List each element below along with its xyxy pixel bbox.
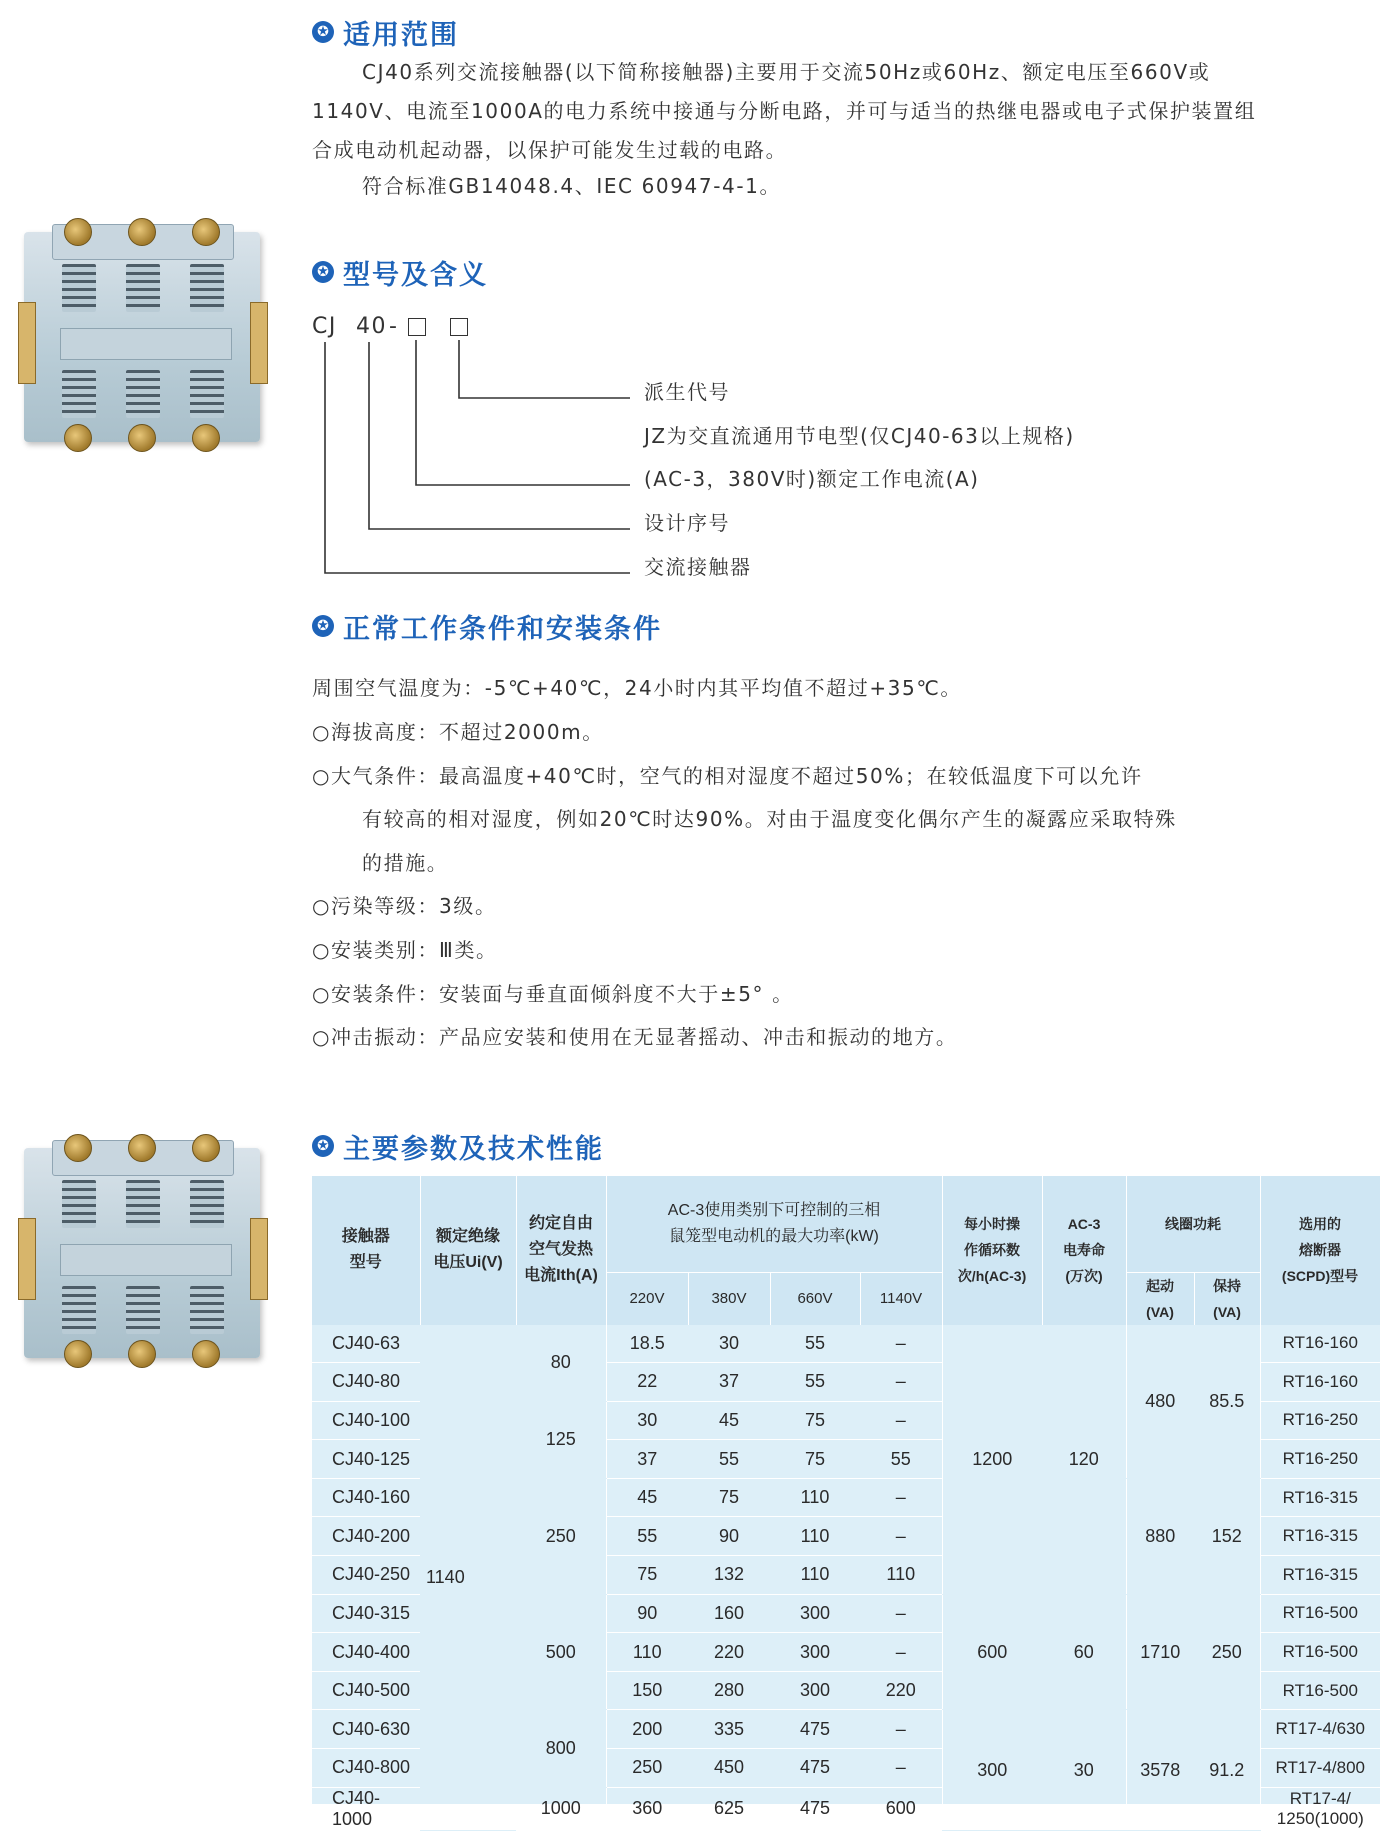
section-heading-conditions	[312, 608, 662, 644]
cell-fuse: RT16-315	[1260, 1517, 1380, 1556]
cell-model: CJ40-125	[312, 1440, 420, 1479]
cell-ith: 500	[516, 1594, 606, 1710]
star-bullet-icon: ✪	[312, 21, 334, 43]
model-label-derivative: 派生代号	[644, 380, 730, 404]
cond-atmosphere-3: 的措施。	[362, 851, 449, 875]
cell-p1140: –	[860, 1517, 942, 1556]
cell-p1140: –	[860, 1363, 942, 1402]
cell-fuse: RT17-4/ 1250(1000)	[1260, 1787, 1380, 1830]
cell-p220: 30	[606, 1401, 688, 1440]
cell-p220: 75	[606, 1556, 688, 1595]
cell-model: CJ40-200	[312, 1517, 420, 1556]
cell-p220: 150	[606, 1671, 688, 1710]
table-header	[312, 1176, 1380, 1325]
cell-p660: 300	[770, 1671, 860, 1710]
cond-pollution: ○污染等级：3级。	[312, 894, 497, 918]
cell-coil-start: 880	[1126, 1478, 1194, 1594]
scope-line-2: 1140V、电流至1000A的电力系统中接通与分断电路，并可与适当的热继电器或电子式保护装置组	[312, 99, 1257, 123]
cond-atmosphere-2: 有较高的相对湿度，例如20℃时达90%。对由于温度变化偶尔产生的凝露应采取特殊	[362, 807, 1177, 831]
cell-p660: 475	[770, 1787, 860, 1830]
cell-model: CJ40-315	[312, 1594, 420, 1633]
model-code-dash: -	[389, 314, 399, 339]
header-model: 接触器 型号	[312, 1176, 420, 1325]
cond-atmosphere-1: ○大气条件：最高温度+40℃时，空气的相对湿度不超过50%；在较低温度下可以允许	[312, 764, 1143, 788]
cell-p660: 55	[770, 1363, 860, 1402]
cell-coil-hold: 91.2	[1194, 1710, 1260, 1830]
cell-model: CJ40-400	[312, 1633, 420, 1672]
cell-p380: 45	[688, 1401, 770, 1440]
cell-p380: 37	[688, 1363, 770, 1402]
cell-model: CJ40-250	[312, 1556, 420, 1595]
cond-install-category: ○安装类别：Ⅲ类。	[312, 938, 498, 962]
header-220v: 220V	[606, 1272, 688, 1325]
cell-p1140: 600	[860, 1787, 942, 1830]
cell-ith: 250	[516, 1478, 606, 1594]
cell-p220: 110	[606, 1633, 688, 1672]
cell-p1140: –	[860, 1633, 942, 1672]
cell-p660: 110	[770, 1517, 860, 1556]
cell-p1140: –	[860, 1401, 942, 1440]
cond-altitude: ○海拔高度：不超过2000m。	[312, 720, 604, 744]
model-label-design-no: 设计序号	[644, 511, 730, 535]
cell-model: CJ40-100	[312, 1401, 420, 1440]
cell-p220: 22	[606, 1363, 688, 1402]
cell-p220: 37	[606, 1440, 688, 1479]
cell-fuse: RT16-315	[1260, 1556, 1380, 1595]
cell-p1140: 55	[860, 1440, 942, 1479]
cell-fuse: RT17-4/630	[1260, 1710, 1380, 1749]
cell-p660: 475	[770, 1710, 860, 1749]
cell-life: 60	[1042, 1594, 1126, 1710]
header-1140v: 1140V	[860, 1272, 942, 1325]
cell-p1140: –	[860, 1478, 942, 1517]
cell-p1140: –	[860, 1710, 942, 1749]
header-ith: 约定自由 空气发热 电流Ith(A)	[516, 1176, 606, 1325]
cell-p380: 132	[688, 1556, 770, 1595]
cell-fuse: RT16-160	[1260, 1363, 1380, 1402]
cell-model: CJ40-80	[312, 1363, 420, 1402]
cell-p380: 335	[688, 1710, 770, 1749]
star-bullet-icon: ✪	[312, 615, 334, 637]
header-coil-start: 起动 (VA)	[1126, 1272, 1194, 1325]
cell-ops: 1200	[942, 1325, 1042, 1595]
cell-ith: 80	[516, 1325, 606, 1402]
header-life: AC-3 电寿命 (万次)	[1042, 1176, 1126, 1325]
star-bullet-icon: ✪	[312, 261, 334, 283]
cell-p220: 250	[606, 1749, 688, 1788]
cell-model: CJ40-800	[312, 1749, 420, 1788]
cell-p1140: 110	[860, 1556, 942, 1595]
scope-standard-line: 符合标准GB14048.4、IEC 60947-4-1。	[362, 174, 782, 198]
model-code-prefix: CJ	[312, 314, 337, 339]
cell-p380: 280	[688, 1671, 770, 1710]
cell-fuse: RT17-4/800	[1260, 1749, 1380, 1788]
header-coil-hold: 保持 (VA)	[1194, 1272, 1260, 1325]
star-bullet-icon: ✪	[312, 1135, 334, 1157]
cell-p380: 30	[688, 1325, 770, 1363]
cell-ith: 800	[516, 1710, 606, 1787]
spec-table-container	[312, 1176, 1380, 1829]
cell-fuse: RT16-500	[1260, 1594, 1380, 1633]
cell-fuse: RT16-315	[1260, 1478, 1380, 1517]
model-label-ac-contactor: 交流接触器	[644, 555, 752, 579]
cell-fuse: RT16-500	[1260, 1633, 1380, 1672]
section-title: 型号及含义	[343, 259, 488, 291]
cell-p1140: –	[860, 1594, 942, 1633]
cond-install-condition: ○安装条件：安装面与垂直面倾斜度不大于±5° 。	[312, 982, 794, 1006]
cell-p220: 360	[606, 1787, 688, 1830]
cell-fuse: RT16-250	[1260, 1440, 1380, 1479]
cell-coil-start: 1710	[1126, 1594, 1194, 1710]
cell-model: CJ40-630	[312, 1710, 420, 1749]
cell-p660: 55	[770, 1325, 860, 1363]
header-power: AC-3使用类别下可控制的三相 鼠笼型电动机的最大功率(kW)	[606, 1176, 942, 1272]
cell-p1140: 220	[860, 1671, 942, 1710]
cell-p660: 75	[770, 1440, 860, 1479]
cell-coil-start: 3578	[1126, 1710, 1194, 1830]
header-380v: 380V	[688, 1272, 770, 1325]
cell-p220: 55	[606, 1517, 688, 1556]
scope-line-1: CJ40系列交流接触器(以下简称接触器)主要用于交流50Hz或60Hz、额定电压至660V或	[362, 60, 1211, 84]
cell-ui: 1140	[420, 1325, 516, 1831]
cell-p380: 450	[688, 1749, 770, 1788]
cell-p220: 18.5	[606, 1325, 688, 1363]
cell-p380: 625	[688, 1787, 770, 1830]
cond-temperature: 周围空气温度为：-5℃+40℃，24小时内其平均值不超过+35℃。	[312, 676, 962, 700]
section-heading-params	[312, 1128, 604, 1164]
table-row	[312, 1325, 1380, 1363]
model-label-current: (AC-3，380V时)额定工作电流(A)	[644, 467, 980, 491]
cell-life: 120	[1042, 1325, 1126, 1595]
cell-p660: 300	[770, 1633, 860, 1672]
cell-p660: 475	[770, 1749, 860, 1788]
cell-p380: 75	[688, 1478, 770, 1517]
cell-coil-hold: 250	[1194, 1594, 1260, 1710]
cell-fuse: RT16-250	[1260, 1401, 1380, 1440]
cell-p380: 90	[688, 1517, 770, 1556]
cell-model: CJ40-63	[312, 1325, 420, 1363]
cell-coil-hold: 152	[1194, 1478, 1260, 1594]
cell-model: CJ40-500	[312, 1671, 420, 1710]
header-ui: 额定绝缘 电压Ui(V)	[420, 1176, 516, 1325]
cell-ith: 125	[516, 1401, 606, 1478]
section-title: 正常工作条件和安装条件	[343, 613, 662, 645]
cell-fuse: RT16-500	[1260, 1671, 1380, 1710]
cell-fuse: RT16-160	[1260, 1325, 1380, 1363]
cell-model: CJ40-1000	[312, 1787, 420, 1830]
cell-model: CJ40-160	[312, 1478, 420, 1517]
header-fuse: 选用的 熔断器 (SCPD)型号	[1260, 1176, 1380, 1325]
spec-table	[312, 1176, 1381, 1831]
section-title: 主要参数及技术性能	[343, 1133, 604, 1165]
cell-p380: 160	[688, 1594, 770, 1633]
cell-life: 30	[1042, 1710, 1126, 1830]
cell-p220: 45	[606, 1478, 688, 1517]
contactor-product-image-bottom	[24, 1148, 260, 1358]
cell-ops: 300	[942, 1710, 1042, 1830]
cell-ops: 600	[942, 1594, 1042, 1710]
cell-p380: 55	[688, 1440, 770, 1479]
scope-line-3: 合成电动机起动器，以保护可能发生过载的电路。	[312, 138, 788, 162]
header-660v: 660V	[770, 1272, 860, 1325]
cond-vibration: ○冲击振动：产品应安装和使用在无显著摇动、冲击和振动的地方。	[312, 1025, 958, 1049]
table-body	[312, 1325, 1380, 1831]
cell-ith: 1000	[516, 1787, 606, 1830]
cell-p1140: –	[860, 1749, 942, 1788]
cell-p220: 200	[606, 1710, 688, 1749]
cell-coil-start: 480	[1126, 1325, 1194, 1479]
header-ops: 每小时操 作循环数 次/h(AC-3)	[942, 1176, 1042, 1325]
cell-p220: 90	[606, 1594, 688, 1633]
header-coil: 线圈功耗	[1126, 1176, 1260, 1272]
model-label-jz: JZ为交直流通用节电型(仅CJ40-63以上规格)	[644, 424, 1075, 448]
cell-p1140: –	[860, 1325, 942, 1363]
cell-p660: 110	[770, 1556, 860, 1595]
cell-coil-hold: 85.5	[1194, 1325, 1260, 1479]
cell-p660: 110	[770, 1478, 860, 1517]
model-code-series: 40	[356, 314, 387, 339]
section-title: 适用范围	[343, 19, 459, 51]
model-code-leader-lines	[0, 0, 700, 600]
cell-p380: 220	[688, 1633, 770, 1672]
cell-p660: 75	[770, 1401, 860, 1440]
cell-p660: 300	[770, 1594, 860, 1633]
